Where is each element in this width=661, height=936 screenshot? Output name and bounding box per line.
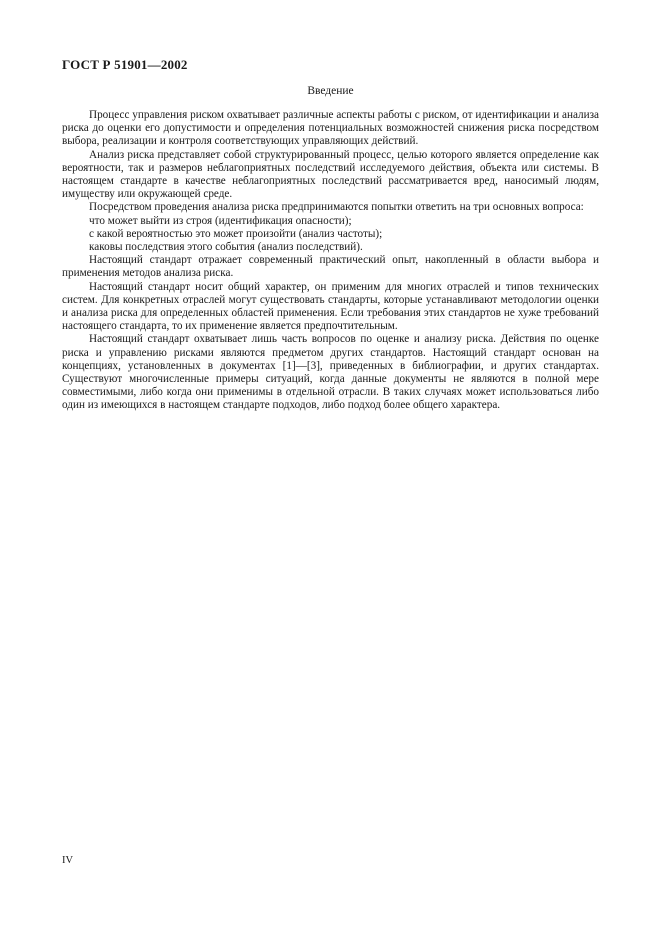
paragraph: Процесс управления риском охватывает различные аспекты работы с риском, от идентификации и анализа риска до оценки его допустимости и определения потенциальных возможностей снижения риска посредством выбора, реализации и контроля соответствующих управляющих действий. — [62, 109, 599, 148]
list-item: что может выйти из строя (идентификация опасности); — [89, 214, 352, 227]
paragraph: Анализ риска представляет собой структурированный процесс, целью которого является определение как вероятности, так и размеров неблагоприятных последствий исследуемого действия, объекта или системы. В настоящем стандарте в качестве неблагоприятных последствий рассматривается вред, наносимый людям, имуществу или окружающей среде. — [62, 148, 599, 201]
list-item: с какой вероятностью это может произойти (анализ частоты); — [89, 227, 383, 240]
paragraph: Настоящий стандарт носит общий характер, он применим для многих отраслей и типов технических систем. Для конкретных отраслей могут существовать стандарты, которые устанавливают методологии оценки и анализа риска для определенных областей применения. Если требования этих стандартов не хуже требований настоящего стандарта, то их применение является предпочтительным. — [62, 280, 599, 333]
document-code: ГОСТ Р 51901—2002 — [62, 57, 188, 72]
page-number: IV — [62, 855, 74, 866]
paragraph: Настоящий стандарт охватывает лишь часть вопросов по оценке и анализу риска. Действия по оценке риска и управлению рисками являются предметом других стандартов. Настоящий стандарт основан на концепциях, установленных в документах [1]—[3], приведенных в библиографии, и других стандартах. Существуют многочисленные примеры ситуаций, когда данные документы не являются в полной мере совместимыми, либо когда они применимы в отдельной отрасли. В таких случаях может использоваться либо один из имеющихся в настоящем стандарте подходов, либо подход более общего характера. — [62, 333, 599, 412]
section-title: Введение — [307, 85, 354, 97]
body-text — [62, 109, 599, 413]
list-item: каковы последствия этого события (анализ последствий). — [89, 241, 363, 254]
paragraph: Посредством проведения анализа риска предпринимаются попытки ответить на три основных вопроса: — [89, 201, 584, 214]
paragraph: Настоящий стандарт отражает современный практический опыт, накопленный в области выбора и применения методов анализа риска. — [62, 254, 599, 280]
